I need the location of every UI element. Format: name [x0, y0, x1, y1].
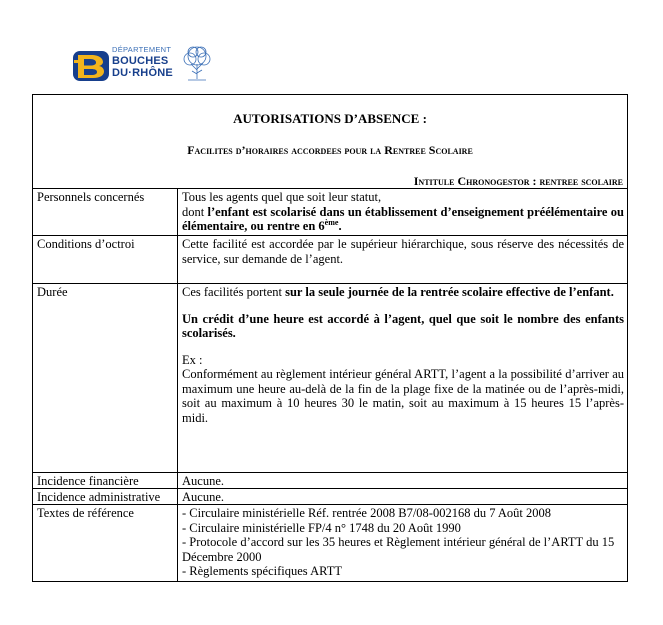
duree-label: Durée — [37, 285, 68, 299]
departement-logo — [72, 44, 217, 84]
textes-value — [182, 506, 624, 579]
textes-label: Textes de référence — [37, 506, 134, 520]
table-divider — [33, 472, 627, 473]
duree-example-text: Conformément au règlement intérieur général ARTT, l’agent a la possibilité d’arriver au maximum une heure au-delà de la fin de la plage fixe de la matinée ou de l’après-midi, soit au maximum à 10 heures 30 le matin, soit au maximum à 15 heures 15 l’après-midi. — [182, 367, 624, 425]
table-divider — [33, 504, 627, 505]
administrative-value: Aucune. — [182, 490, 224, 504]
document-subtitle: Facilites d’horaires accordees pour la Rentree Scolaire — [187, 143, 473, 157]
personnels-line2-pre: dont — [182, 204, 208, 219]
textes-item: - Circulaire ministérielle FP/4 n° 1748 du 20 Août 1990 — [182, 520, 461, 535]
personnels-line2 — [182, 205, 624, 234]
conditions-label: Conditions d’octroi — [37, 237, 135, 251]
textes-item: - Règlements spécifiques ARTT — [182, 564, 342, 578]
conditions-value: Cette facilité est accordée par le supérieur hiérarchique, sous réserve des nécessités de service, sur demande de l’agent. — [182, 237, 624, 266]
personnels-line2-end: . — [338, 219, 342, 233]
intitule-chronogestor: Intitule Chronogestor : rentree scolaire — [413, 174, 623, 188]
duree-p1-pre: Ces facilités portent — [182, 285, 286, 299]
table-divider — [33, 488, 627, 489]
logo-text — [112, 46, 173, 79]
document-title: AUTORISATIONS D’ABSENCE : — [233, 111, 427, 126]
duree-p1-bold: sur la seule journée de la rentrée scolaire effective de l’enfant. — [285, 285, 614, 299]
personnels-line2-sup: ème — [324, 217, 339, 227]
textes-item: - Protocole d’accord sur les 35 heures et Règlement intérieur général de l’ARTT du 15 Décembre 2000 — [182, 535, 615, 564]
departement-logo-icon — [72, 50, 110, 82]
logo-bouches-text: BOUCHES — [112, 54, 169, 67]
document-frame — [32, 94, 628, 582]
personnels-line1: Tous les agents quel que soit leur statut, — [182, 190, 382, 204]
duree-paragraph-2: Un crédit d’une heure est accordé à l’agent, quel que soit le nombre des enfants scolarisés. — [182, 311, 624, 340]
logo-rhone-text: DU·RHÔNE — [112, 66, 173, 79]
duree-paragraph-1 — [182, 285, 624, 300]
table-column-divider — [177, 188, 178, 581]
personnels-value — [182, 190, 624, 234]
financiere-value: Aucune. — [182, 474, 224, 488]
administrative-label: Incidence administrative — [37, 490, 161, 504]
duree-value — [182, 285, 624, 425]
table-divider — [33, 283, 627, 284]
textes-item: - Circulaire ministérielle Réf. rentrée 2008 B7/08-002168 du 7 Août 2008 — [182, 506, 552, 520]
personnels-line2-bold: l’enfant est scolarisé dans un établissement d’enseignement préélémentaire ou élémentaire, ou rentre en 6 — [182, 204, 624, 233]
financiere-label: Incidence financière — [37, 474, 139, 488]
personnels-label: Personnels concernés — [37, 190, 145, 204]
table-divider — [33, 235, 627, 236]
logo-departement-text: DÉPARTEMENT — [112, 45, 172, 54]
duree-example-label: Ex : — [182, 352, 203, 367]
tree-icon — [180, 44, 214, 82]
table-divider — [33, 188, 627, 189]
